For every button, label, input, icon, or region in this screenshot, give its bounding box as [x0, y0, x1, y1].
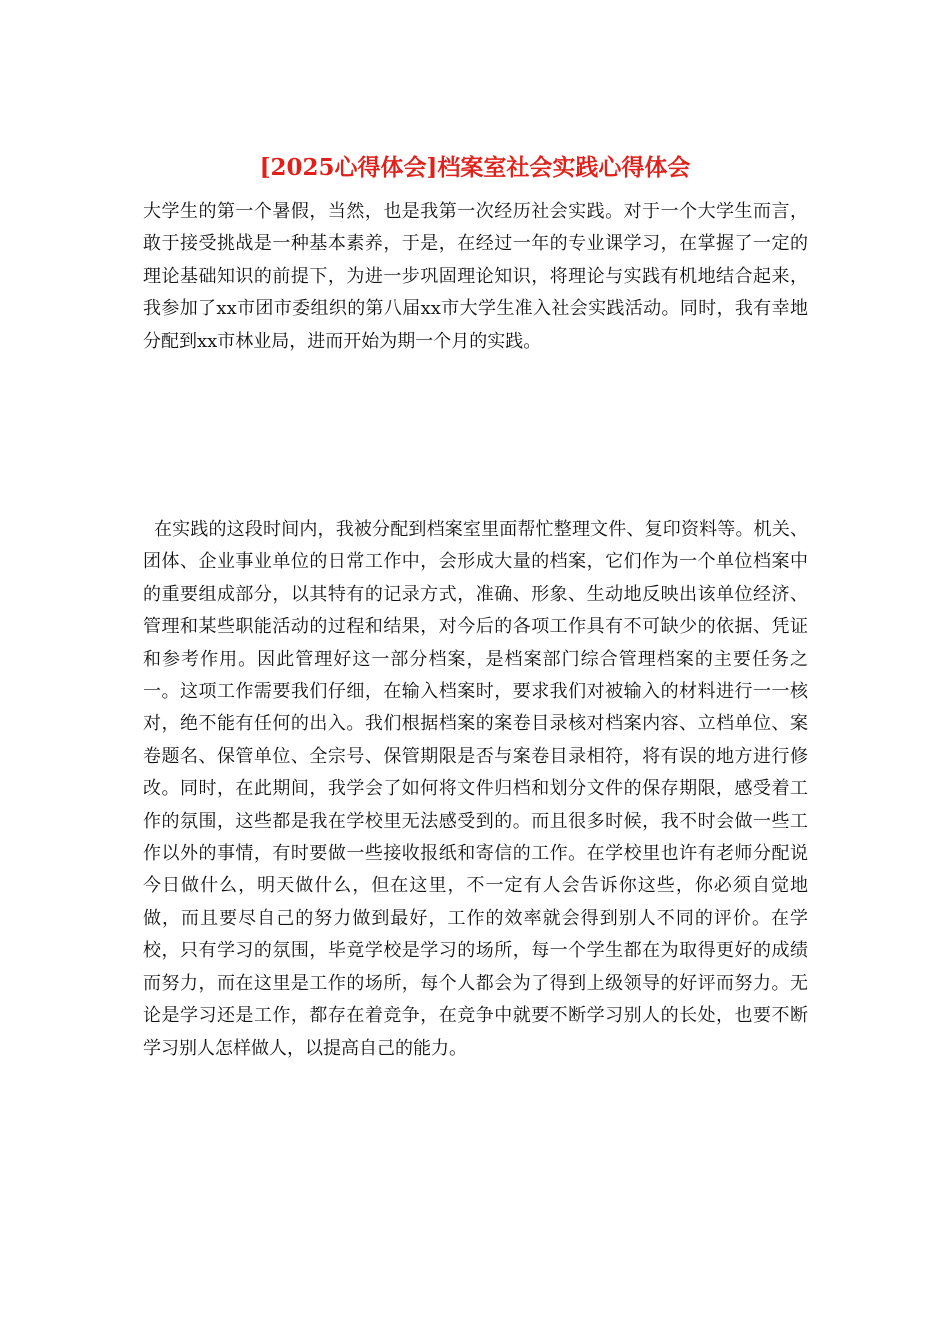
document-title: [2025心得体会]档案室社会实践心得体会 [259, 154, 691, 181]
paragraph-intro: 大学生的第一个暑假，当然，也是我第一次经历社会实践。对于一个大学生而言，敢于接受挑战是一种基本素养，于是，在经过一年的专业课学习，在掌握了一定的理论基础知识的前提下，为进一步巩固理论知识，将理论与实践有机地结合起来，我参加了xx市团市委组织的第八届xx市大学生准入社会实践活动。同时，我有幸地分配到xx市林业局，进而开始为期一个月的实践。 [143, 201, 808, 352]
paragraph-practice-details: 在实践的这段时间内，我被分配到档案室里面帮忙整理文件、复印资料等。机关、团体、企业事业单位的日常工作中，会形成大量的档案，它们作为一个单位档案中的重要组成部分，以其特有的记录方式，准确、形象、生动地反映出该单位经济、管理和某些职能活动的过程和结果，对今后的各项工作具有不可缺少的依据、凭证和参考作用。因此管理好这一部分档案，是档案部门综合管理档案的主要任务之一。这项工作需要我们仔细，在输入档案时，要求我们对被输入的材料进行一一核对，绝不能有任何的出入。我们根据档案的案卷目录核对档案内容、立档单位、案卷题名、保管单位、全宗号、保管期限是否与案卷目录相符，将有误的地方进行修改。同时，在此期间，我学会了如何将文件归档和划分文件的保存期限，感受着工作的氛围，这些都是我在学校里无法感受到的。而且很多时候，我不时会做一些工作以外的事情，有时要做一些接收报纸和寄信的工作。在学校里也许有老师分配说今日做什么，明天做什么，但在这里，不一定有人会告诉你这些，你必须自觉地做，而且要尽自己的努力做到最好，工作的效率就会得到别人不同的评价。在学校，只有学习的氛围，毕竟学校是学习的场所，每一个学生都在为取得更好的成绩而努力，而在这里是工作的场所，每个人都会为了得到上级领导的好评而努力。无论是学习还是工作，都存在着竞争，在竞争中就要不断学习别人的长处，也要不断学习别人怎样做人，以提高自己的能力。 [143, 519, 808, 1059]
